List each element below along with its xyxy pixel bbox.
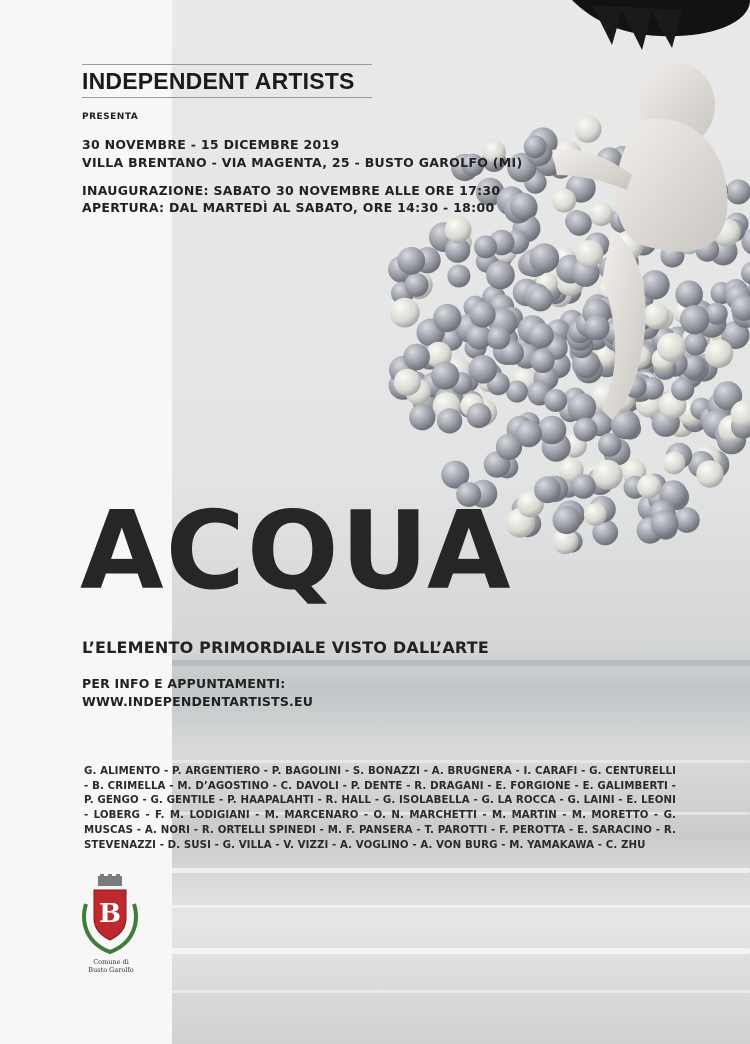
exhibition-subtitle: L’ELEMENTO PRIMORDIALE VISTO DALL’ARTE [82,638,489,657]
sphere [651,510,679,538]
sphere [437,408,462,433]
sphere [567,211,592,236]
sphere [544,389,567,412]
sphere [680,305,709,334]
website-link[interactable]: WWW.INDEPENDENTARTISTS.EU [82,694,314,709]
sphere [568,393,597,422]
sphere [574,116,601,143]
sphere [675,280,703,308]
sphere [469,355,498,384]
sphere [589,202,613,226]
sphere [705,339,734,368]
sphere [409,404,435,430]
municipal-coat-of-arms [78,874,142,956]
sphere [394,369,421,396]
wave [172,990,750,993]
sphere [637,475,661,499]
sphere [534,476,561,503]
wave [172,868,750,873]
horizon-line [172,660,750,666]
sphere [528,286,553,311]
wave [172,905,750,908]
emblem-caption-line1: Comune di [93,958,129,966]
sphere [571,474,596,499]
sphere [433,304,461,332]
exhibition-title: ACQUA [80,489,513,614]
crow-wings [572,0,750,50]
header-rule-bottom [82,97,372,98]
event-opening: INAUGURAZIONE: SABATO 30 NOVEMBRE ALLE ORE 17:30 [82,183,501,198]
sphere [528,323,554,349]
sphere [431,362,459,390]
sphere [684,332,707,355]
event-dates: 30 NOVEMBRE - 15 DICEMBRE 2019 [82,137,340,152]
event-venue: VILLA BRENTANO - VIA MAGENTA, 25 - BUSTO GAROLFO (MI) [82,155,523,170]
sphere [643,303,670,330]
sphere [405,273,429,297]
emblem-letter: B [99,899,121,929]
sphere [474,235,497,258]
emblem-caption [76,958,146,974]
sphere [390,298,420,328]
sphere [447,265,470,288]
contact-label: PER INFO E APPUNTAMENTI: [82,676,286,691]
sphere [403,344,430,371]
wave [172,760,750,763]
sphere [486,261,515,290]
sphere [470,301,496,327]
sphere [531,349,555,373]
sphere [538,416,567,445]
sphere [445,216,472,243]
artists-list: G. ALIMENTO - P. ARGENTIERO - P. BAGOLINI - S. BONAZZI - A. BRUGNERA - I. CARAFI - G. CENTURELLI - B. CRIMELLA - M. D’AGOSTINO - C. DAVOLI - P. DENTE - R. DRAGANI - E. FORGIONE - E. GALIMBERTI - P. GENGO - G. GENTILE - P. HAAPALAHTI - R. HALL - G. ISOLABELLA - G. LA ROCCA - G. LAINI - E. LEONI - LOBERG - F. M. LODIGIANI - M. MARCENARO - O. N. MARCHETTI - M. MARTIN - M. MORETTO - G. MUSCAS - A. NORI - R. ORTELLI SPINEDI - M. F. PANSERA - T. PAROTTI - F. PEROTTA - E. SARACINO - R. STEVENAZZI - D. SUSI - G. VILLA - V. VIZZI - A. VOGLINO - A. VON BURG - M. YAMAKAWA - C. ZHU [84,766,676,851]
sphere [696,460,723,487]
sphere [657,333,686,362]
sphere [593,460,623,490]
sphere [487,326,510,349]
wave [172,948,750,954]
presenta-label: PRESENTA [82,112,139,122]
sphere [553,506,581,534]
sphere [529,243,559,273]
sphere [671,378,694,401]
event-hours: APERTURA: DAL MARTEDÌ AL SABATO, ORE 14:30 - 18:00 [82,200,495,215]
sphere [576,240,604,268]
sphere [663,452,686,475]
sphere [515,421,542,448]
emblem-caption-line2: Busto Garolfo [88,966,134,974]
organization-title: INDEPENDENT ARTISTS [82,68,355,94]
header-rule-top [82,64,372,65]
sphere [584,315,609,340]
sphere [397,247,425,275]
sphere [524,135,547,158]
sphere [510,193,537,220]
sphere [726,179,750,204]
sphere [552,189,576,213]
sphere [573,418,597,442]
sphere [466,403,491,428]
sphere [584,503,607,526]
